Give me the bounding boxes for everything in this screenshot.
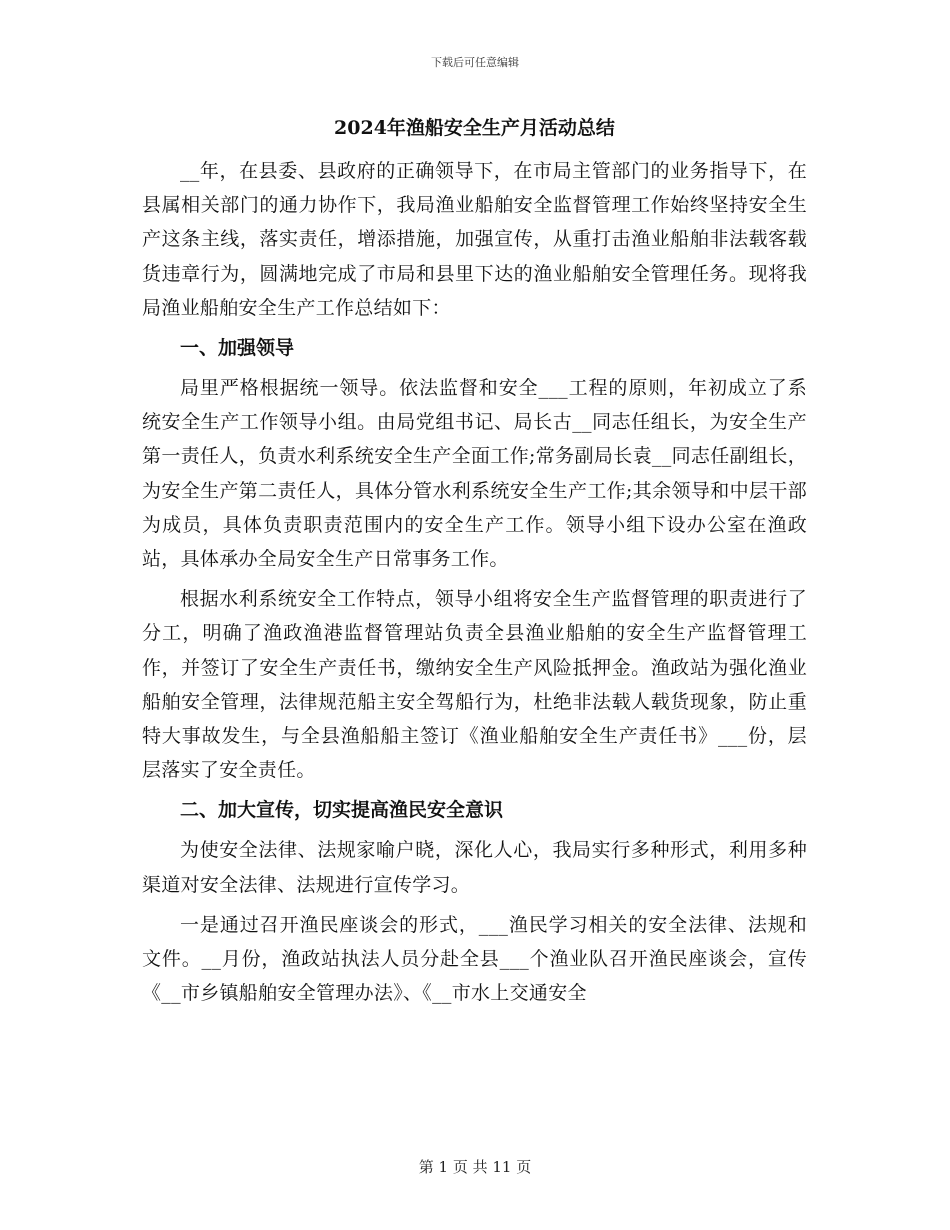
section1-paragraph-1: 局里严格根据统一领导。依法监督和安全___工程的原则，年初成立了系统安全生产工作领导小组。由局党组书记、局长古__同志任组长，为安全生产第一责任人，负责水利系统安全生产全面工作;常务副局长袁__同志任副组长，为安全生产第二责任人，具体分管水利系统安全生产工作;其余领导和中层干部为成员，具体负责职责范围内的安全生产工作。领导小组下设办公室在渔政站，具体承办全局安全生产日常事务工作。 xyxy=(142,377,807,571)
section1-paragraph-2: 根据水利系统安全工作特点，领导小组将安全生产监督管理的职责进行了分工，明确了渔政渔港监督管理站负责全县渔业船舶的安全生产监督管理工作，并签订了安全生产责任书，缴纳安全生产风险抵押金。渔政站为强化渔业船舶安全管理，法律规范船主安全驾船行为，杜绝非法载人载货现象，防止重特大事故发生，与全县渔船船主签订《渔业船舶安全生产责任书》___份，层层落实了安全责任。 xyxy=(142,588,807,782)
section2-paragraph-1: 为使安全法律、法规家喻户晓，深化人心，我局实行多种形式，利用多种渠道对安全法律、法规进行宣传学习。 xyxy=(142,839,807,896)
intro-paragraph: __年，在县委、县政府的正确领导下，在市局主管部门的业务指导下，在县属相关部门的通力协作下，我局渔业船舶安全监督管理工作始终坚持安全生产这条主线，落实责任，增添措施，加强宣传，从重打击渔业船舶非法载客载货违章行为，圆满地完成了市局和县里下达的渔业船舶安全管理任务。现将我局渔业船舶安全生产工作总结如下： xyxy=(142,160,807,319)
document-title: 2024年渔船安全生产月活动总结 xyxy=(334,117,615,139)
header-note: 下载后可任意编辑 xyxy=(431,56,519,69)
document-body xyxy=(142,112,807,1016)
section-heading-1: 一、加强领导 xyxy=(180,337,295,360)
section2-paragraph-2: 一是通过召开渔民座谈会的形式，___渔民学习相关的安全法律、法规和文件。__月份，渔政站执法人员分赴全县___个渔业队召开渔民座谈会，宣传《__市乡镇船舶安全管理办法》、《__市水上交通安全 xyxy=(142,913,807,1005)
page-footer: 第 1 页 共 11 页 xyxy=(418,1158,532,1176)
section-heading-2: 二、加大宣传，切实提高渔民安全意识 xyxy=(180,799,504,822)
